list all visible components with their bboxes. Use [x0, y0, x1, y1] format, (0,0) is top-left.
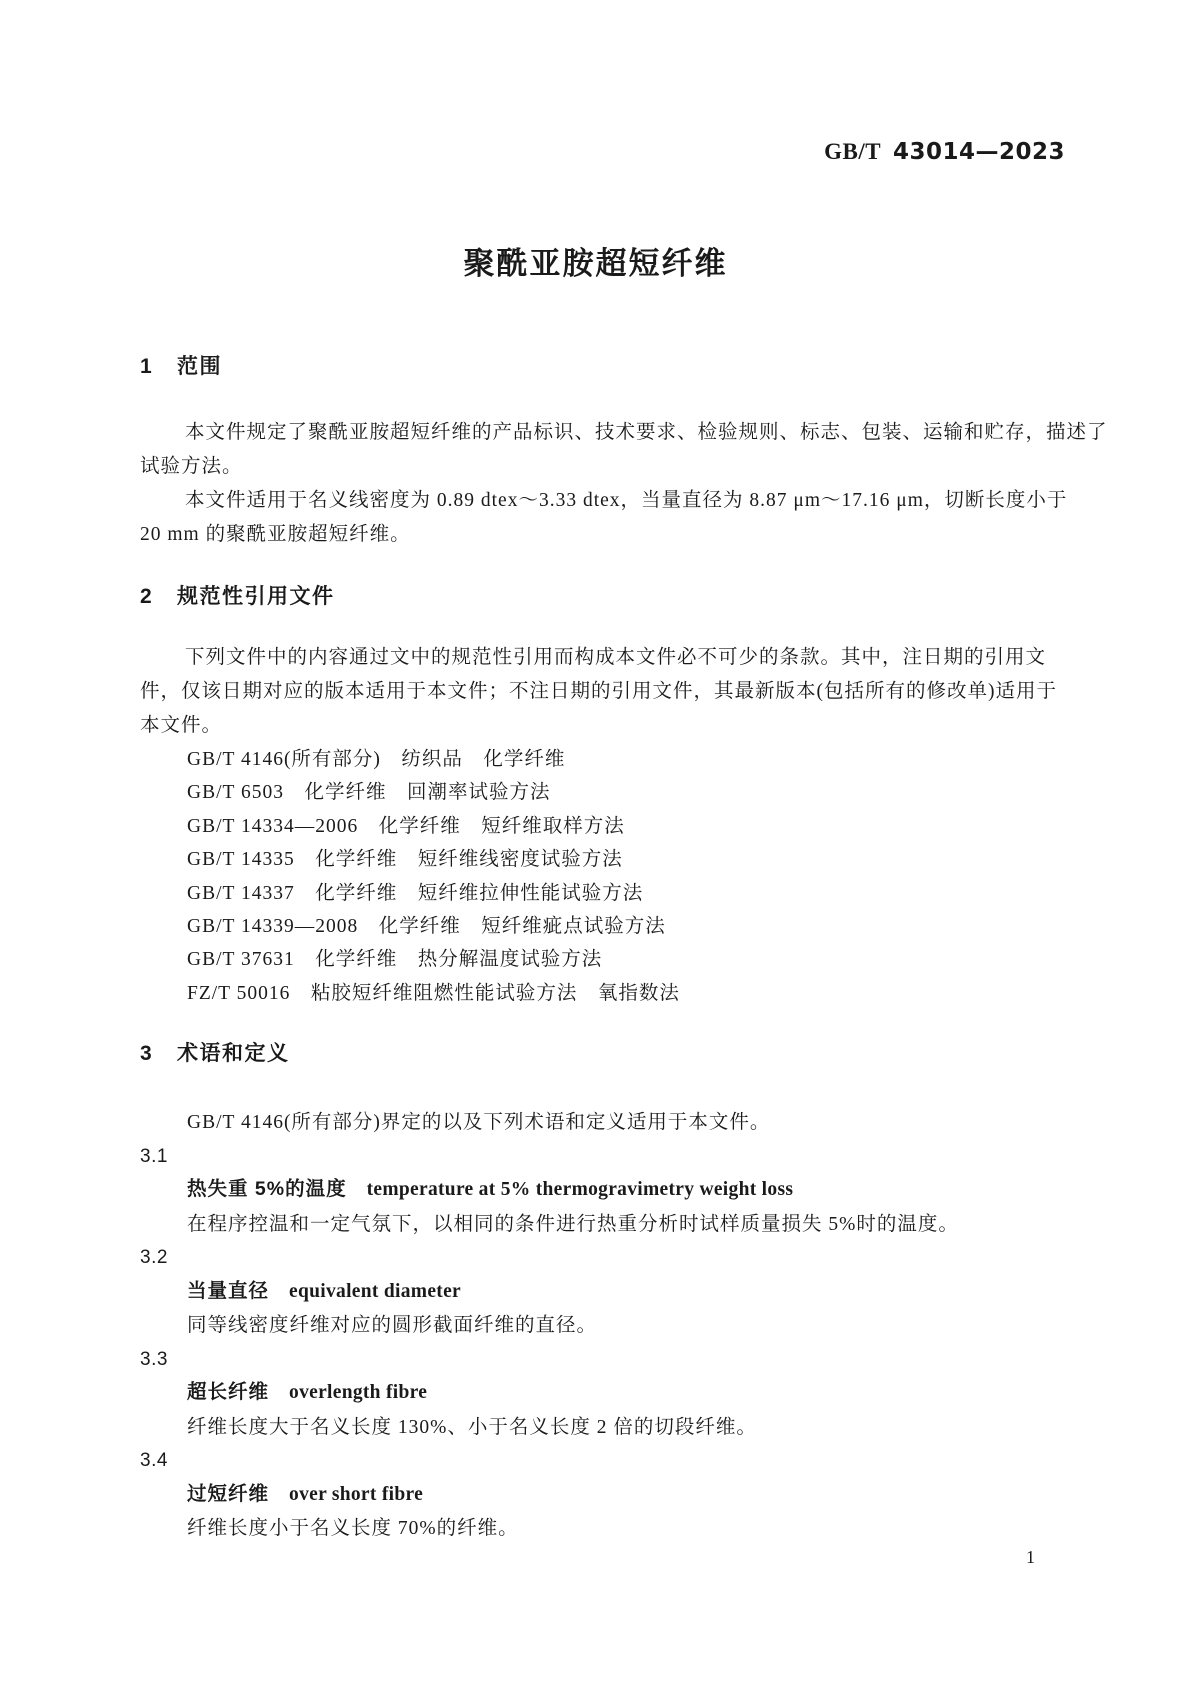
reference-item: GB/T 14337 化学纤维 短纤维拉伸性能试验方法 — [187, 882, 644, 904]
terms-intro: GB/T 4146(所有部分)界定的以及下列术语和定义适用于本文件。 — [187, 1112, 771, 1134]
standard-code-number: 43014—2023 — [892, 139, 1065, 165]
section-1-title: 范围 — [177, 355, 222, 378]
references-intro — [140, 641, 1064, 743]
term-name-en: equivalent diameter — [289, 1280, 461, 1302]
reference-item: GB/T 4146(所有部分) 纺织品 化学纤维 — [187, 749, 566, 770]
term-definition: 纤维长度小于名义长度 70%的纤维。 — [187, 1518, 519, 1540]
term-name-zh: 过短纤维 — [187, 1482, 270, 1505]
reference-item: GB/T 14335 化学纤维 短纤维线密度试验方法 — [187, 849, 623, 871]
section-2-heading — [140, 583, 1064, 611]
page-number: 1 — [1026, 1547, 1035, 1567]
term-name — [140, 1275, 1064, 1310]
section-3-title: 术语和定义 — [177, 1042, 290, 1066]
term-name-zh: 当量直径 — [187, 1279, 270, 1302]
term-number: 3.2 — [140, 1247, 168, 1269]
term-definition: 同等线密度纤维对应的圆形截面纤维的直径。 — [187, 1315, 598, 1337]
standard-code-prefix: GB/T — [824, 139, 881, 164]
reference-item: GB/T 6503 化学纤维 回潮率试验方法 — [187, 782, 551, 804]
section-1-heading — [140, 353, 1064, 381]
section-3-number: 3 — [140, 1042, 154, 1066]
term-number: 3.4 — [140, 1450, 168, 1472]
reference-item: FZ/T 50016 粘胶短纤维阻燃性能试验方法 氧指数法 — [187, 982, 680, 1004]
references-intro-line-3: 本文件。 — [140, 715, 223, 736]
references-list — [140, 743, 1064, 1010]
term-definition: 在程序控温和一定气氛下，以相同的条件进行热重分析时试样质量损失 5%时的温度。 — [187, 1213, 959, 1235]
term-name-en: over short fibre — [289, 1483, 424, 1505]
term-name-en: temperature at 5% thermogravimetry weight loss — [366, 1179, 794, 1201]
reference-item: GB/T 14334—2006 化学纤维 短纤维取样方法 — [187, 815, 625, 837]
term-definition: 纤维长度大于名义长度 130%、小于名义长度 2 倍的切段纤维。 — [187, 1416, 757, 1438]
scope-p1-line-1: 本文件规定了聚酰亚胺超短纤维的产品标识、技术要求、检验规则、标志、包装、运输和贮存，描述了 — [185, 422, 1108, 443]
section-2-title: 规范性引用文件 — [177, 585, 335, 608]
scope-paragraph-1 — [140, 416, 1108, 552]
term-number: 3.3 — [140, 1348, 168, 1370]
term-number: 3.1 — [140, 1145, 168, 1167]
scope-p2-line-1: 本文件适用于名义线密度为 0.89 dtex～3.33 dtex，当量直径为 8.87 μm～17.16 μm，切断长度小于 — [185, 490, 1068, 511]
scope-p2-line-2: 20 mm 的聚酰亚胺超短纤维。 — [140, 524, 411, 545]
references-intro-line-1: 下列文件中的内容通过文中的规范性引用而构成本文件必不可少的条款。其中，注日期的引用文 — [185, 647, 1047, 668]
document-body — [140, 0, 1108, 1546]
references-intro-line-2: 件，仅该日期对应的版本适用于本文件；不注日期的引用文件，其最新版本(包括所有的修改单)适用于 — [140, 681, 1057, 702]
document-title: 聚酰亚胺超短纤维 — [463, 246, 728, 281]
term-name — [140, 1478, 1064, 1513]
term-name — [140, 1173, 1064, 1208]
term-name-en: overlength fibre — [289, 1382, 428, 1404]
term-name — [140, 1376, 1064, 1411]
reference-item: GB/T 37631 化学纤维 热分解温度试验方法 — [187, 949, 603, 971]
section-2-number: 2 — [140, 585, 154, 608]
terms-section — [140, 1106, 1064, 1546]
section-3-heading — [140, 1040, 1064, 1068]
section-1-number: 1 — [140, 355, 154, 378]
reference-item: GB/T 14339—2008 化学纤维 短纤维疵点试验方法 — [187, 916, 666, 938]
term-name-zh: 热失重 5%的温度 — [187, 1178, 347, 1201]
scope-p1-line-2: 试验方法。 — [140, 456, 243, 477]
term-name-zh: 超长纤维 — [187, 1381, 270, 1404]
